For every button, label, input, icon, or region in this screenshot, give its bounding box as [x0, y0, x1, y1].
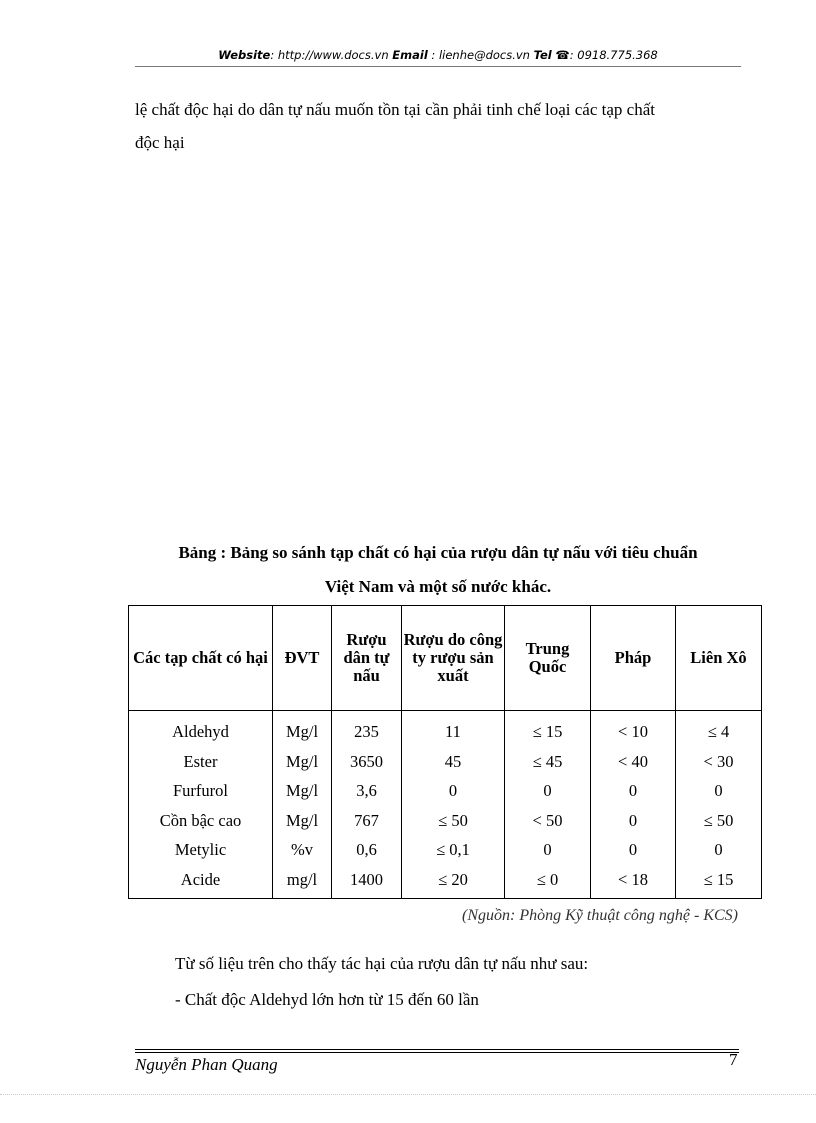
- header-france: Pháp: [591, 606, 676, 711]
- table-cell: < 10: [618, 722, 648, 741]
- page-header: [135, 48, 741, 62]
- comparison-table: [128, 605, 762, 899]
- table-cell: 1400: [350, 869, 383, 889]
- table-cell: ≤ 50: [438, 810, 468, 830]
- table-cell: ≤ 15: [532, 722, 563, 741]
- table-cell: ≤ 45: [532, 751, 563, 771]
- table-cell: ≤ 20: [438, 869, 468, 889]
- table-cell: Acide: [180, 869, 221, 889]
- table-cell: 3,6: [356, 781, 377, 800]
- table-cell: 767: [354, 810, 379, 830]
- intro-line: lệ chất độc hại do dân tự nấu muốn tồn tại cần phải tinh chế loại các tạp chất: [135, 100, 655, 119]
- col-china: [505, 711, 591, 899]
- table-cell: < 30: [703, 751, 734, 771]
- footer-divider-double: [135, 1052, 739, 1053]
- table-cell: 0: [714, 781, 723, 800]
- website-label: Website: [218, 48, 271, 62]
- intro-paragraph: [135, 93, 739, 159]
- table-cell: Ester: [183, 751, 218, 771]
- table-cell: ≤ 50: [703, 810, 734, 830]
- table-cell: 0: [628, 810, 638, 830]
- col-impurity: [129, 711, 273, 899]
- page-break-line: [0, 1094, 816, 1095]
- intro-line: độc hại: [135, 133, 185, 152]
- table-cell: ≤ 0,1: [436, 840, 470, 859]
- table-cell: ≤ 15: [703, 869, 734, 889]
- header-china: Trung Quốc: [505, 606, 591, 711]
- header-ussr: Liên Xô: [676, 606, 762, 711]
- table-body-row: [129, 711, 762, 899]
- table-caption: Bảng : Bảng so sánh tạp chất có hại của rượu dân tự nấu với tiêu chuẩn: [178, 543, 698, 562]
- body-paragraph: Từ số liệu trên cho thấy tác hại của rượu dân tự nấu như sau:: [175, 954, 589, 973]
- header-impurity: Các tạp chất có hại: [129, 606, 273, 711]
- table-cell: 45: [444, 751, 462, 771]
- header-divider: [135, 66, 741, 67]
- table-cell: 0: [448, 781, 458, 800]
- table-cell: 0: [714, 840, 723, 859]
- table-cell: Metylic: [174, 840, 227, 859]
- footer-divider: [135, 1049, 739, 1050]
- table-cell: 235: [354, 722, 379, 741]
- footer-author: Nguyễn Phan Quang: [135, 1055, 278, 1074]
- table-cell: < 50: [532, 810, 563, 830]
- email-label: Email: [392, 48, 428, 62]
- table-cell: 0: [543, 781, 552, 800]
- table-cell: Cồn bậc cao: [159, 810, 242, 830]
- phone-icon: ☎: [555, 48, 570, 62]
- table-cell: mg/l: [286, 869, 318, 889]
- table-cell: 11: [445, 722, 461, 741]
- table-caption-continued: Việt Nam và một số nước khác.: [324, 577, 552, 596]
- table-cell: ≤ 0: [536, 869, 559, 889]
- col-unit: [273, 711, 332, 899]
- table-cell: 3650: [350, 751, 383, 771]
- table-source: (Nguồn: Phòng Kỹ thuật công nghệ - KCS): [462, 907, 738, 924]
- header-company: Rượu do công ty rượu sản xuất: [402, 606, 505, 711]
- table-cell: 0: [628, 781, 638, 800]
- table-cell: Furfurol: [173, 781, 228, 800]
- website-value: : http://www.docs.vn: [270, 48, 389, 62]
- table-cell: Mg/l: [285, 722, 319, 741]
- table-cell: Mg/l: [285, 781, 319, 800]
- header-unit: ĐVT: [273, 606, 332, 711]
- email-value: : lienhe@docs.vn: [431, 48, 530, 62]
- table-cell: Mg/l: [285, 810, 319, 830]
- table-cell: ≤ 4: [707, 722, 730, 741]
- body-bullet: - Chất độc Aldehyd lớn hơn từ 15 đến 60 lần: [175, 990, 479, 1009]
- table-cell: 0: [543, 840, 552, 859]
- col-ussr: [676, 711, 762, 899]
- page-number: 7: [729, 1050, 738, 1069]
- table-cell: < 40: [618, 751, 648, 771]
- table-cell: %v: [291, 840, 313, 859]
- tel-label: Tel: [533, 48, 552, 62]
- tel-value: : 0918.775.368: [569, 48, 658, 62]
- table-cell: 0: [628, 840, 638, 859]
- col-france: [591, 711, 676, 899]
- col-company: [402, 711, 505, 899]
- header-homemade: Rượu dân tự nấu: [332, 606, 402, 711]
- table-cell: Mg/l: [285, 751, 319, 771]
- col-homemade: [332, 711, 402, 899]
- table-cell: 0,6: [356, 840, 377, 859]
- table-header-row: [129, 606, 762, 711]
- table-cell: Aldehyd: [172, 722, 229, 741]
- table-cell: < 18: [618, 869, 648, 889]
